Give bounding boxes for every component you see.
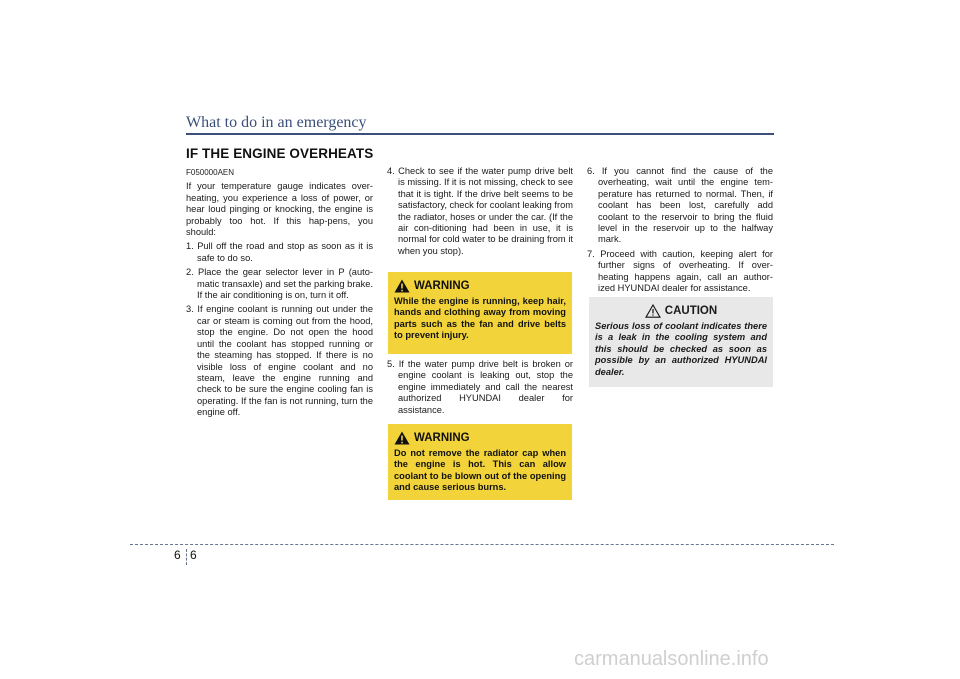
column-2-top (387, 166, 573, 257)
caution-triangle-icon (645, 304, 661, 318)
warning-triangle-icon (394, 279, 410, 293)
list-item: 3. If engine coolant is running out under the car or steam is coming out from the hood, stop the engine. Do not open the hood until the coolant has stopped running or the steaming has stopped. If there is no visible loss of engine coolant and no steam, leave the engine running and check to be sure the engine cooling fan is operating. If the fan is not running, turn the engine off. (186, 304, 373, 418)
intro-paragraph: If your temperature gauge indicates over-heating, you experience a loss of power, or hear loud pinging or knocking, the engine is probably too hot. If this hap-pens, you should: (186, 181, 373, 238)
warning-header (394, 431, 572, 445)
warning-label: WARNING (414, 432, 470, 444)
warning-text: Do not remove the radiator cap when the engine is hot. This can allow coolant to be blown out of the opening and cause serious burns. (394, 448, 566, 493)
page-number: 6 (190, 548, 197, 562)
warning-box-2 (388, 424, 572, 500)
caution-box (589, 297, 773, 387)
caution-text: Serious loss of coolant indicates there is a leak in the cooling system and this should be checked as soon as possible by an authorized HYUNDAI dealer. (595, 321, 767, 377)
list-item: 6. If you cannot find the cause of the overheating, wait until the engine tem-perature has returned to normal. Then, if coolant has been lost, carefully add coolant to the reservoir to bring the fluid level in the reservoir up to the halfway mark. (587, 166, 773, 245)
list-item: 1. Pull off the road and stop as soon as it is safe to do so. (186, 241, 373, 263)
warning-header (394, 279, 572, 293)
warning-box-1 (388, 272, 572, 354)
list-item: 5. If the water pump drive belt is broken or engine coolant is leaking out, stop the engine immediately and call the nearest authorized HYUNDAI dealer for assistance. (387, 359, 573, 415)
list-item: 2. Place the gear selector lever in P (auto-matic transaxle) and set the parking brake. If the air conditioning is on, turn it off. (186, 267, 373, 301)
section-code: F050000AEN (186, 168, 235, 177)
section-title: IF THE ENGINE OVERHEATS (186, 146, 374, 161)
footer-rule (130, 544, 834, 545)
caution-label: CAUTION (664, 305, 718, 317)
header-title: What to do in an emergency (186, 114, 367, 131)
caution-header (589, 304, 773, 318)
warning-label: WARNING (414, 280, 470, 292)
column-3 (587, 166, 773, 294)
chapter-number: 6 (174, 548, 181, 562)
header-rule (186, 133, 774, 135)
page-number-divider (186, 549, 187, 565)
list-item: 4. Check to see if the water pump drive belt is missing. If it is not missing, check to see that it is tight. If the drive belt seems to be satisfactory, check for coolant leaking from the radiator, hoses or under the car. (If the air con-ditioning had been in use, it is normal for cold water to be draining from it when you stop). (387, 166, 573, 256)
warning-triangle-icon (394, 431, 410, 445)
column-2-middle (387, 356, 573, 416)
column-1 (186, 167, 373, 419)
warning-text: While the engine is running, keep hair, hands and clothing away from moving parts such as the fan and drive belts to prevent injury. (394, 296, 566, 341)
watermark: carmanualsonline.info (574, 648, 769, 670)
list-item: 7. Proceed with caution, keeping alert for further signs of overheating. If over-heating happens again, call an author-ized HYUNDAI dealer for assistance. (587, 248, 773, 294)
